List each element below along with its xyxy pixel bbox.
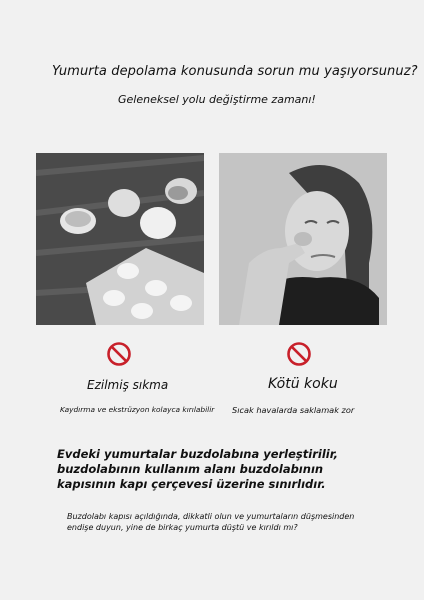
problem-description-smell: Sıcak havalarda saklamak zor [232, 405, 355, 415]
prohibited-icon [286, 341, 312, 367]
bad-smell-photo [219, 153, 387, 325]
headline: Yumurta depolama konusunda sorun mu yaşıyorsunuz? [52, 64, 418, 79]
note-paragraph: Buzdolabı kapısı açıldığında, dikkatli olun ve yumurtaların düşmesinden endişe duyun, yine de birkaç yumurta düştü ve kırıldı mı? [67, 512, 355, 532]
problem-description-crushed: Kaydırma ve ekstrüzyon kolayca kırılabilir [60, 405, 215, 414]
subheadline: Geleneksel yolu değiştirme zamanı! [118, 93, 316, 106]
problem-label-crushed: Ezilmiş sıkma [87, 378, 169, 392]
problem-label-smell: Kötü koku [268, 376, 338, 392]
broken-eggs-photo [36, 153, 204, 325]
main-paragraph: Evdeki yumurtalar buzdolabına yerleştirilir, buzdolabının kullanım alanı buzdolabının kapısının kapı çerçevesi üzerine sınırlıdır. [57, 447, 339, 491]
prohibited-icon [106, 341, 132, 367]
